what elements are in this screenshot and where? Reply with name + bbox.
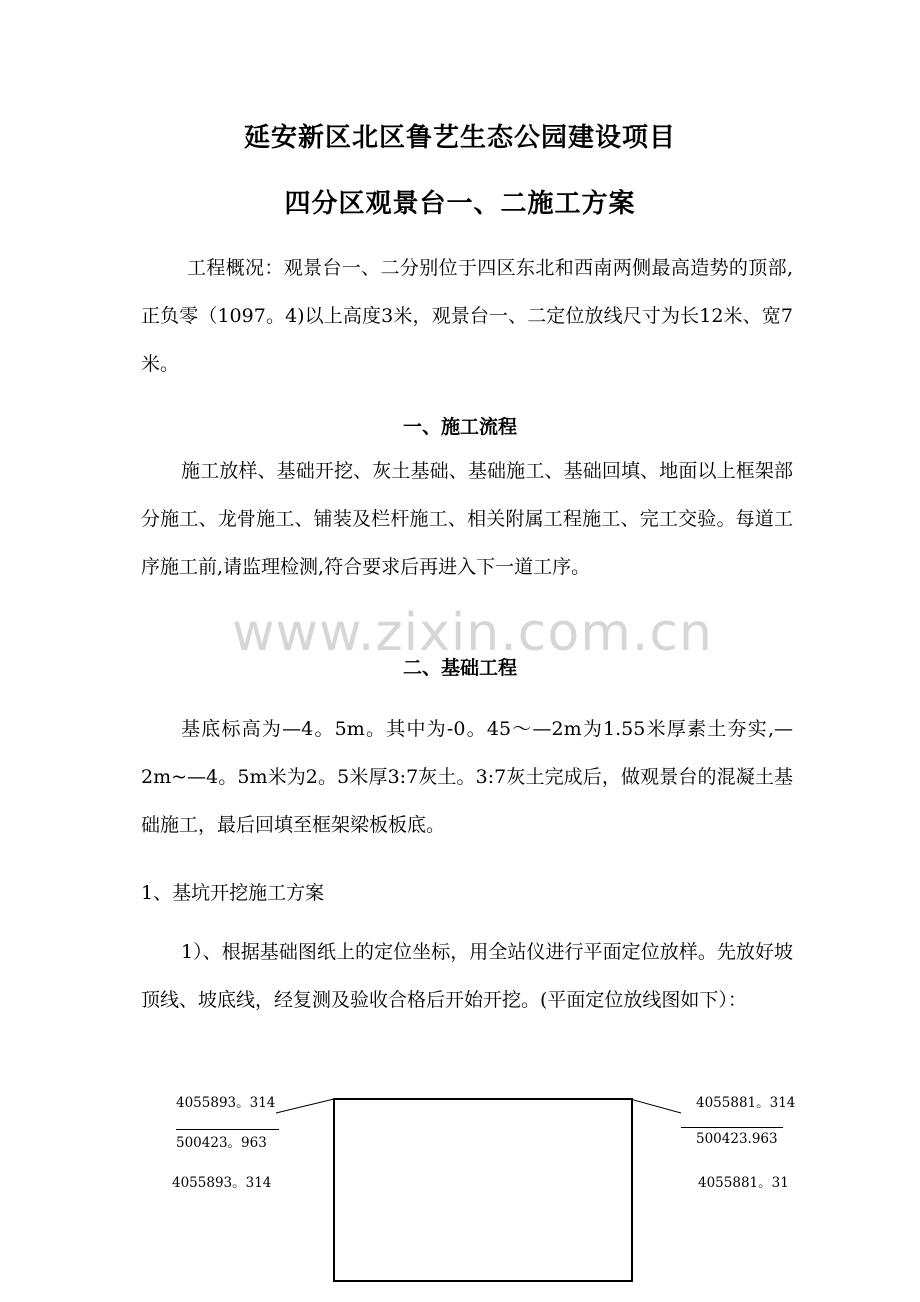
leader-line-right: [630, 1099, 681, 1113]
coord-left-mid: 500423。963: [176, 1135, 267, 1151]
coord-left-top: 4055893。314: [176, 1095, 276, 1111]
section1-heading: 一、施工流程: [402, 416, 517, 438]
overview-paragraph: 工程概况：观景台一、二分别位于四区东北和西南两侧最高造势的顶部,正负零（1097。4)以上高度3米，观景台一、二定位放线尺寸为长12米、宽7米。: [141, 257, 793, 375]
leader-line-left: [276, 1099, 334, 1113]
subsection1-heading: 1、基坑开挖施工方案: [141, 882, 325, 904]
section2-heading: 二、基础工程: [402, 657, 517, 679]
coord-right-bottom: 4055881。31: [698, 1175, 789, 1191]
coord-right-mid: 500423.963: [696, 1131, 778, 1147]
document-title-line2: 四分区观景台一、二施工方案: [284, 189, 636, 219]
coord-right-top: 4055881。314: [696, 1095, 796, 1111]
coord-left-bottom: 4055893。314: [172, 1175, 272, 1191]
layout-diagram: [0, 1080, 920, 1302]
watermark: www.zixin.com.cn: [232, 603, 713, 663]
platform-outline: [333, 1098, 633, 1282]
section2-body: 基底标高为—4。5m。其中为-0。45～—2m为1.55米厚素土夯实,—2m~—4。5m米为2。5米厚3:7灰土。3:7灰土完成后，做观景台的混凝土基础施工，最后回填至框架梁板板底。: [141, 718, 793, 836]
document-title-line1: 延安新区北区鲁艺生态公园建设项目: [243, 123, 676, 153]
section1-body: 施工放样、基础开挖、灰土基础、基础施工、基础回填、地面以上框架部分施工、龙骨施工、铺装及栏杆施工、相关附属工程施工、完工交验。每道工序施工前,请监理检测,符合要求后再进入下一道工序。: [141, 460, 793, 578]
subsection1-item1: 1）、根据基础图纸上的定位坐标，用全站仪进行平面定位放样。先放好坡顶线、坡底线，经复测及验收合格后开始开挖。(平面定位放线图如下）：: [141, 941, 793, 1011]
